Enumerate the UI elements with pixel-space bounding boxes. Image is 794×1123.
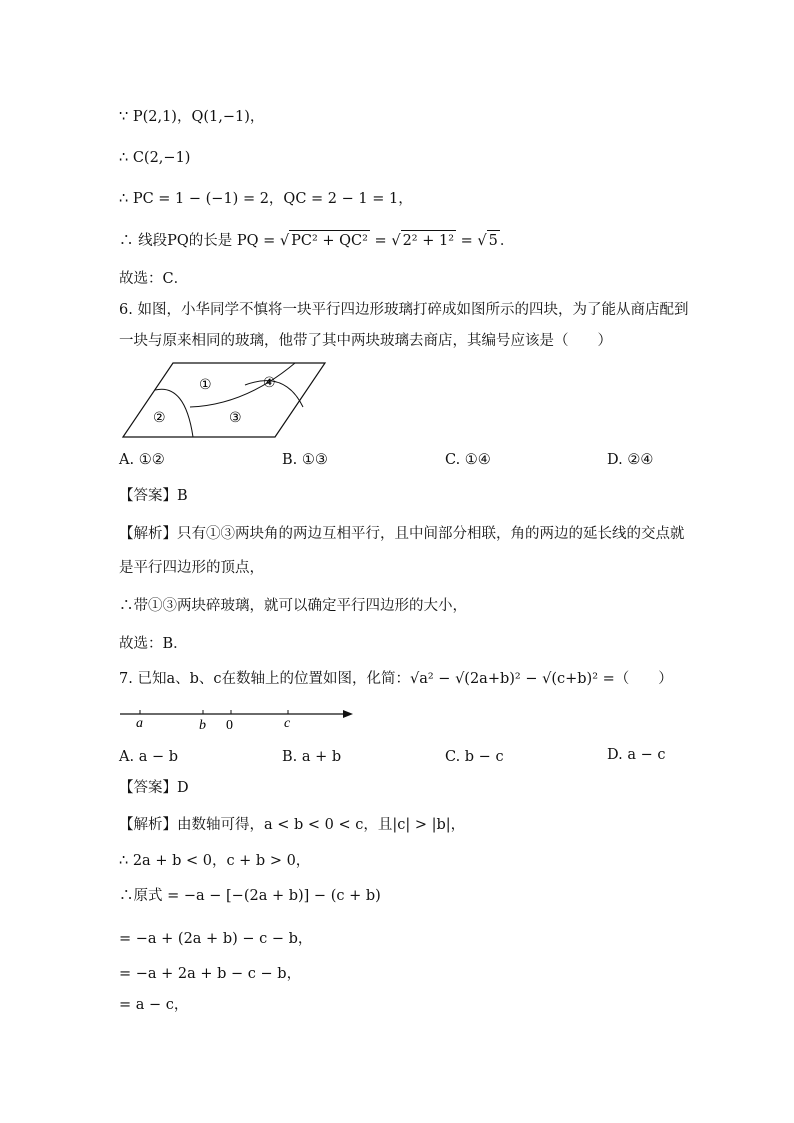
label-0: 0 [226, 718, 233, 732]
q7-option-c: C. b − c [445, 749, 504, 765]
q6-option-b: B. ①③ [282, 452, 328, 468]
q7-explanation-1: 【解析】由数轴可得，a < b < 0 < c，且|c| > |b|， [119, 817, 466, 833]
q7-explanation-6: = a − c， [119, 997, 189, 1013]
q6-answer: 【答案】B [119, 488, 188, 504]
line4-eq1: = [369, 233, 392, 249]
q6-option-c: C. ①④ [445, 452, 491, 468]
q7-option-b: B. a + b [282, 749, 342, 765]
solution-line-1: ∵ P(2,1)，Q(1,−1)， [119, 109, 265, 125]
q7-explanation-2: ∴ 2a + b < 0，c + b > 0， [119, 853, 311, 869]
piece-label-3: ③ [229, 410, 242, 426]
q7-text [119, 669, 673, 689]
number-line [115, 702, 365, 732]
radicand-2: 2² + 1² [401, 230, 456, 251]
q7-explanation-4: = −a + (2a + b) − c − b， [119, 931, 313, 947]
q6-explanation-1: 【解析】只有①③两块角的两边互相平行，且中间部分相联，角的两边的延长线的交点就 [119, 526, 685, 542]
q6-option-d: D. ②④ [607, 452, 654, 468]
label-c: c [284, 716, 291, 731]
parallelogram-figure [115, 355, 335, 445]
q7-option-a: A. a − b [119, 749, 178, 765]
q6-text-1: 6. 如图，小华同学不慎将一块平行四边形玻璃打碎成如图所示的四块，为了能从商店配到 [119, 302, 689, 318]
radicand-3: 5 [487, 230, 500, 251]
q7-option-d: D. a − c [607, 747, 666, 763]
q7-explanation-3: ∴原式 = −a − [−(2a + b)] − (c + b) [119, 888, 381, 904]
line4-end: ． [499, 233, 515, 249]
piece-label-2: ② [153, 410, 166, 426]
solution-line-4: ∴ 线段PQ的长是 PQ = √ PC² + QC² = √ 2² + 1² = √ 5 ． [119, 230, 514, 251]
solution-line-2: ∴ C(2,−1) [119, 150, 191, 166]
choice-line: 故选：C． [119, 271, 189, 287]
q7-prefix: 7. 已知a、b、c在数轴上的位置如图，化简： [119, 671, 410, 687]
q7-explanation-5: = −a + 2a + b − c − b， [119, 966, 302, 982]
piece-label-1: ① [199, 377, 212, 393]
q6-explanation-3: ∴带①③两块碎玻璃，就可以确定平行四边形的大小， [119, 598, 467, 614]
number-line-arrow [343, 710, 353, 718]
q7-expression: √a² − √(2a+b)² − √(c+b)² =（ ） [410, 671, 673, 687]
piece-label-4: ④ [263, 375, 276, 391]
q6-option-a: A. ①② [119, 452, 165, 468]
line4-prefix: ∴ 线段PQ的长是 PQ = [119, 233, 280, 249]
line4-eq2: = [456, 233, 478, 249]
q6-explanation-2: 是平行四边形的顶点， [119, 560, 264, 576]
radicand-1: PC² + QC² [289, 230, 370, 251]
label-a: a [136, 716, 143, 731]
solution-line-3: ∴ PC = 1 − (−1) = 2，QC = 2 − 1 = 1， [119, 191, 413, 207]
label-b: b [199, 718, 206, 732]
q6-text-2: 一块与原来相同的玻璃，他带了其中两块玻璃去商店，其编号应该是（ ） [119, 333, 612, 349]
q7-answer: 【答案】D [119, 780, 189, 796]
q6-explanation-4: 故选：B． [119, 636, 188, 652]
